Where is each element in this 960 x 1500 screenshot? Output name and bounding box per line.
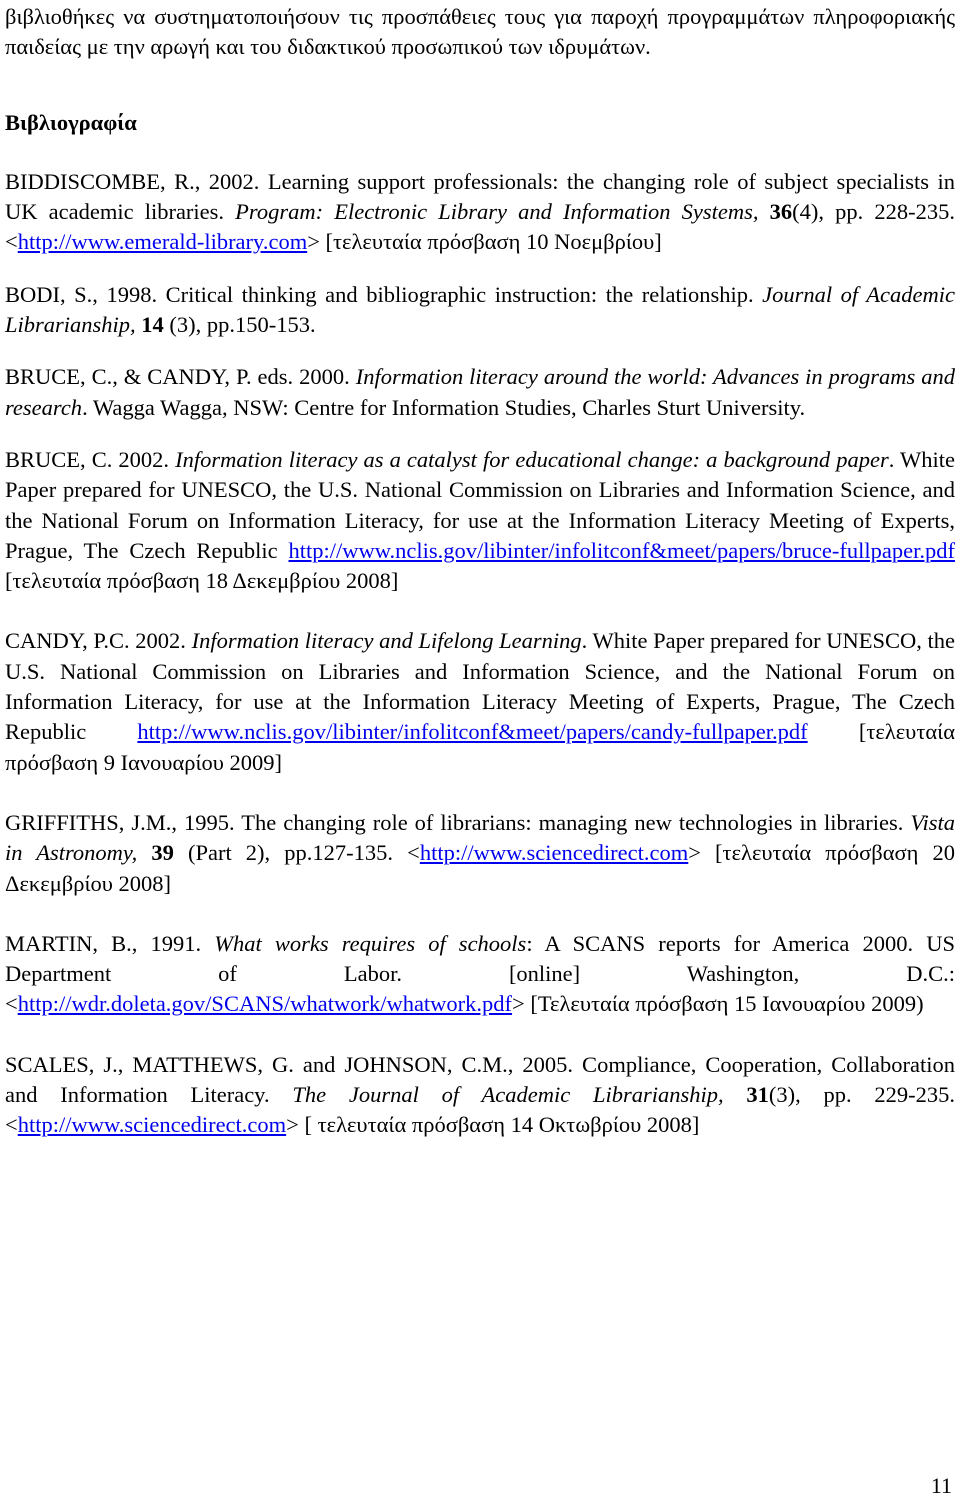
ref-text: (Part 2), pp.127-135. <: [173, 840, 420, 866]
ref-text: MARTIN, B., 1991.: [5, 930, 215, 956]
ref-title: What works requires of schools: [214, 930, 527, 956]
ref-text: (3), pp. 229-235. <: [5, 1082, 955, 1138]
ref-text: . Wagga Wagga, NSW: Centre for Information Studies, Charles Sturt University.: [82, 394, 806, 420]
ref-volume: 36: [758, 199, 793, 225]
ref-volume: 39: [137, 840, 174, 866]
ref-text: SCALES, J., MATTHEWS, G. and JOHNSON, C.M., 2005. Compliance, Cooperation, Collaboration and Information Literacy.: [5, 1051, 955, 1108]
ref-journal: Program: Electronic Library and Information Systems,: [235, 199, 759, 225]
ref-access-date: [τελευταία πρόσβαση 18 Δεκεμβρίου 2008]: [5, 568, 399, 594]
ref-journal: Journal of Academic Librarianship,: [5, 281, 956, 338]
document-page: [5, 2, 955, 1171]
reference-biddiscombe: [5, 167, 955, 258]
ref-title: Information literacy as a catalyst for educational change: a background paper: [175, 446, 889, 472]
ref-text: CANDY, P.C. 2002.: [5, 628, 192, 654]
ref-text: . White Paper prepared for UNESCO, the U.S. National Commission on Libraries and Information Science, and the National Forum on Information Literacy, for use at the Information Literacy Meeting of Experts, Prague, The Czech Republic: [5, 446, 955, 563]
intro-paragraph: βιβλιοθήκες να συστηματοποιήσουν τις προσπάθειες τους για παροχή προγραμμάτων πληροφοριακής παιδείας με την αρωγή και του διδακτικού προσωπικού των ιδρυμάτων.: [5, 4, 955, 60]
reference-scales: [5, 1050, 955, 1141]
ref-text: (3), pp.150-153.: [163, 312, 316, 338]
page-number: 11: [930, 1473, 952, 1498]
ref-title: Information literacy around the world: Advances in programs and research: [5, 364, 956, 420]
ref-text: (4), pp. 228-235. <: [5, 199, 956, 255]
bibliography-heading: Βιβλιογραφία: [5, 109, 137, 135]
ref-link[interactable]: http://www.sciencedirect.com: [419, 840, 689, 866]
ref-volume: 14: [135, 312, 164, 338]
ref-access-date: > [τελευταία πρόσβαση 10 Νοεμβρίου]: [307, 229, 662, 255]
reference-bodi: [5, 280, 955, 341]
ref-text: BRUCE, C. 2002.: [5, 446, 176, 472]
ref-link[interactable]: http://www.nclis.gov/libinter/infolitconf&meet/papers/candy-fullpaper.pdf: [137, 719, 808, 745]
ref-volume: 31: [723, 1082, 769, 1108]
ref-journal: Vista in Astronomy,: [5, 809, 955, 866]
ref-link[interactable]: http://wdr.doleta.gov/SCANS/whatwork/whatwork.pdf: [17, 991, 513, 1017]
reference-griffiths: [5, 808, 955, 899]
ref-title: Information literacy and Lifelong Learning: [191, 628, 582, 654]
ref-text: BODI, S., 1998. Critical thinking and bibliographic instruction: the relationship.: [5, 281, 763, 307]
ref-text: GRIFFITHS, J.M., 1995. The changing role of librarians: managing new technologies in libraries.: [5, 809, 911, 835]
ref-text: BIDDISCOMBE, R., 2002. Learning support professionals: the changing role of subject specialists in UK academic libraries.: [5, 168, 955, 225]
ref-access-date: [τελευταία πρόσβαση 9 Ιανουαρίου 2009]: [5, 719, 955, 775]
ref-link[interactable]: http://www.sciencedirect.com: [17, 1112, 287, 1138]
reference-bruce-candy: [5, 362, 955, 423]
ref-text: : A SCANS reports for America 2000. US Department of Labor. [online] Washington, D.C.: <: [5, 930, 955, 1017]
ref-journal: The Journal of Academic Librarianship,: [292, 1082, 724, 1108]
reference-candy: [5, 626, 955, 777]
reference-bruce: [5, 445, 955, 596]
ref-link[interactable]: http://www.emerald-library.com: [17, 229, 308, 255]
ref-text: . White Paper prepared for UNESCO, the U.S. National Commission on Libraries and Information Science, and the National Forum on Information Literacy, for use at the Information Literacy Meeting of Experts, Prague, The Czech Republic: [5, 628, 956, 745]
ref-link[interactable]: http://www.nclis.gov/libinter/infolitconf&meet/papers/bruce-fullpaper.pdf: [288, 537, 955, 563]
ref-access-date: > [Τελευταία πρόσβαση 15 Ιανουαρίου 2009): [512, 991, 924, 1017]
ref-access-date: > [τελευταία πρόσβαση 20 Δεκεμβρίου 2008]: [5, 840, 956, 896]
ref-access-date: > [ τελευταία πρόσβαση 14 Οκτωβρίου 2008]: [286, 1112, 700, 1138]
ref-text: BRUCE, C., & CANDY, P. eds. 2000.: [5, 364, 356, 390]
reference-martin: [5, 929, 955, 1020]
